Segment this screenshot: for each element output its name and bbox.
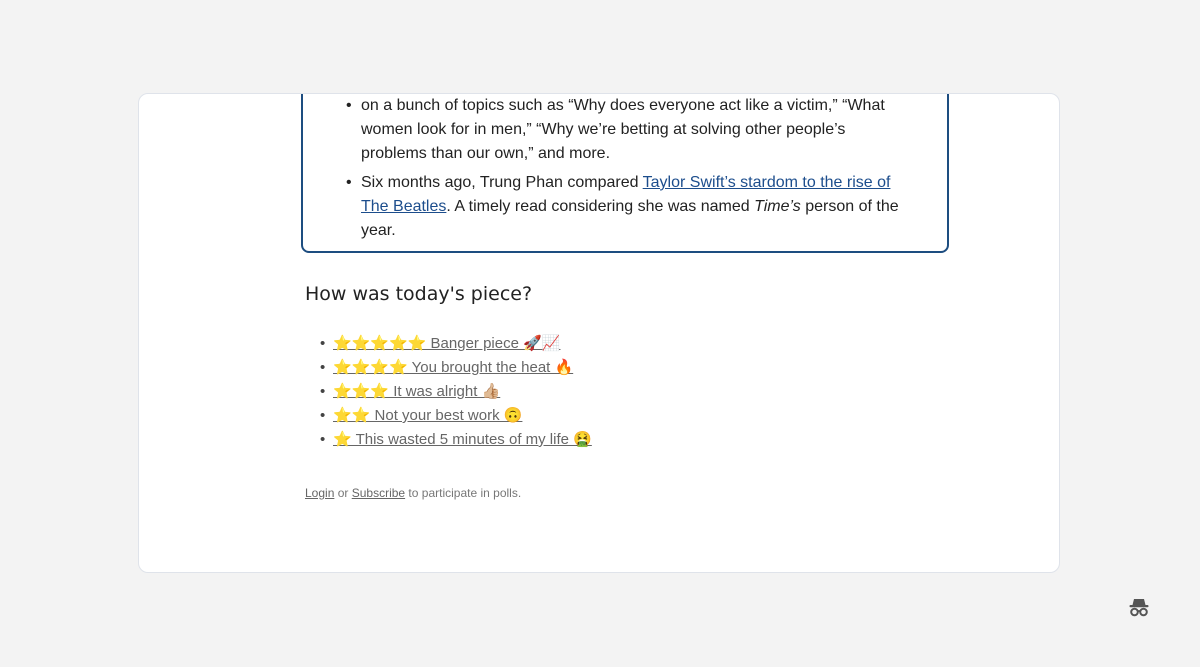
poll-section: [305, 280, 905, 500]
bullet-icon: •: [346, 97, 352, 114]
poll-option-link[interactable]: ⭐⭐⭐⭐ You brought the heat 🔥: [333, 359, 574, 376]
bullet-icon: •: [346, 174, 352, 191]
list-item: [346, 171, 921, 243]
footnote-text: or: [334, 486, 352, 500]
recap-text: women look for in men,” “Why we’re betting at solving other people’s: [361, 121, 846, 138]
recap-text: Six months ago, Trung Phan compared: [361, 174, 643, 191]
subscribe-link[interactable]: Subscribe: [351, 486, 406, 500]
poll-option-5-stars: [320, 332, 592, 356]
recap-box: [301, 93, 949, 253]
footnote-text: to participate in polls.: [405, 486, 522, 500]
poll-option-3-stars: [320, 380, 592, 404]
poll-option-4-stars: [320, 356, 592, 380]
poll-options: [320, 332, 592, 452]
incognito-icon[interactable]: [1128, 596, 1150, 618]
recap-italic-text: Time’s: [754, 198, 801, 215]
poll-title: How was today's piece?: [305, 283, 533, 305]
bullet-icon: •: [320, 335, 326, 352]
bullet-icon: •: [320, 431, 326, 448]
poll-option-link[interactable]: ⭐⭐⭐⭐⭐ Banger piece 🚀📈: [333, 335, 561, 352]
recap-text: problems than our own,” and more.: [361, 145, 611, 162]
poll-option-link[interactable]: ⭐⭐ Not your best work 🙃: [333, 407, 523, 424]
bullet-icon: •: [320, 383, 326, 400]
recap-text: . A timely read considering she was named: [446, 198, 755, 215]
content-card: [138, 93, 1060, 573]
bullet-icon: •: [320, 407, 326, 424]
poll-login-note: [305, 486, 521, 500]
taylor-swift-article-link[interactable]: Taylor Swift’s stardom to the rise of The Beatles: [361, 174, 891, 215]
login-link[interactable]: Login: [305, 486, 335, 500]
recap-text: on a bunch of topics such as “Why does everyone act like a victim,” “What: [361, 97, 885, 114]
list-item: [346, 94, 921, 166]
bullet-icon: •: [320, 359, 326, 376]
poll-option-link[interactable]: ⭐⭐⭐ It was alright 👍🏼: [333, 383, 501, 400]
poll-option-2-stars: [320, 404, 592, 428]
recap-list: [346, 94, 921, 248]
poll-option-1-star: [320, 428, 592, 452]
poll-option-link[interactable]: ⭐ This wasted 5 minutes of my life 🤮: [333, 431, 592, 448]
recap-text: person of the year.: [361, 198, 899, 239]
